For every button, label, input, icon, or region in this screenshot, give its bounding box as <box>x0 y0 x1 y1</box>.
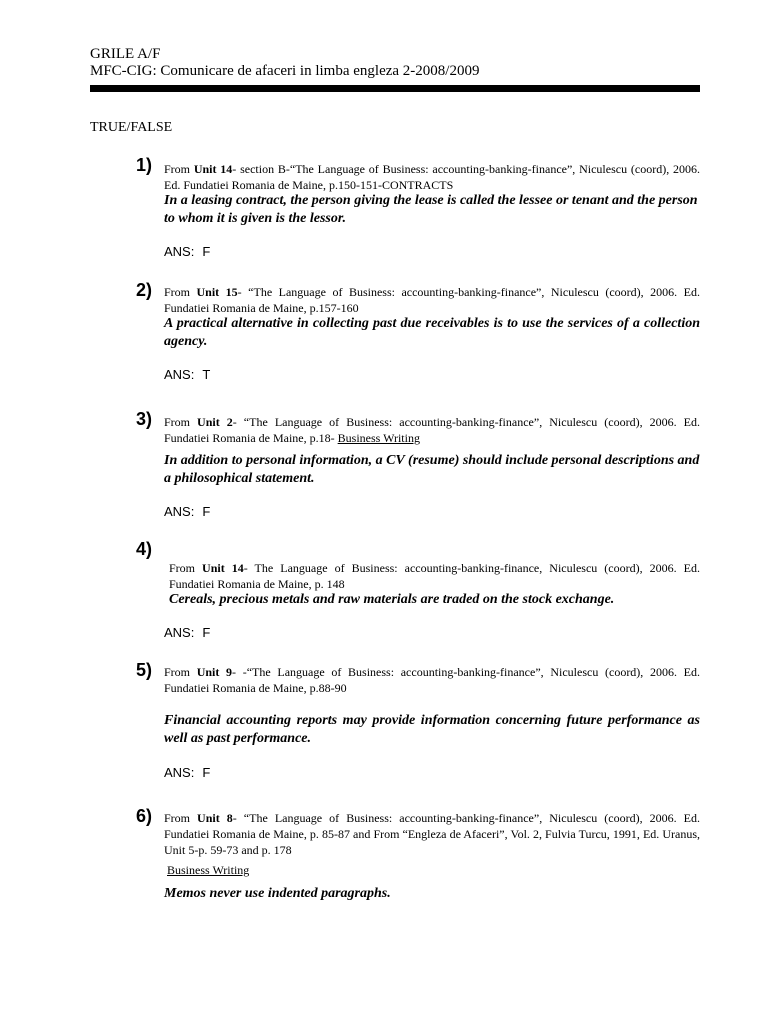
answer-label: ANS: <box>164 504 195 519</box>
answer-value: F <box>202 625 211 640</box>
answer <box>164 765 210 780</box>
source-prefix: From <box>169 561 203 575</box>
question-statement: Cereals, precious metals and raw materials are traded on the stock exchange. <box>169 592 615 607</box>
answer-value: F <box>202 504 211 519</box>
question-source <box>164 664 700 696</box>
source-text: - “The Language of Business: accounting-banking-finance”, Niculescu (coord), 2006. Ed. Fundatiei Romania de Maine, p. 85-87 and From “Engleza de Afaceri”, Vol. 2, Fulvia Turcu, 1991, Ed. Uranus, Unit 5-p. 59-73 and p. 178 <box>164 811 700 857</box>
source-prefix: From <box>164 162 194 176</box>
question-number: 1) <box>136 155 153 175</box>
source-text: - The Language of Business: accounting-banking-finance, Niculescu (coord), 2006. Ed. Fundatiei Romania de Maine, p. 148 <box>169 561 701 591</box>
question-source <box>164 414 700 446</box>
source-text: - section B-“The Language of Business: accounting-banking-finance”, Niculescu (coord), 2006. Ed. Fundatiei Romania de Maine, p.150-151-CONTRACTS <box>164 162 701 192</box>
source-unit: Unit 14 <box>193 162 233 176</box>
answer-label: ANS: <box>164 765 195 780</box>
header-course: MFC-CIG: Comunicare de afaceri in limba engleza 2-2008/2009 <box>90 63 480 79</box>
source-unit: Unit 14 <box>202 561 244 575</box>
question-number: 3) <box>136 409 153 429</box>
answer-value: T <box>202 367 211 382</box>
source-prefix: From <box>164 811 198 825</box>
answer <box>164 504 210 519</box>
answer <box>164 244 210 259</box>
source-unit: Unit 2 <box>197 415 233 429</box>
answer-label: ANS: <box>164 367 195 382</box>
source-prefix: From <box>164 285 197 299</box>
question-source <box>169 560 700 592</box>
source-prefix: From <box>164 415 198 429</box>
header-title: GRILE A/F <box>90 46 161 62</box>
source-unit: Unit 8 <box>197 811 233 825</box>
answer-value: F <box>202 244 211 259</box>
question-statement: In addition to personal information, a CV (resume) should include personal descriptions and a philosophical statement. <box>164 453 700 486</box>
document-header <box>90 46 479 80</box>
answer-label: ANS: <box>164 625 195 640</box>
question-source <box>164 161 700 193</box>
source-text: - “The Language of Business: accounting-banking-finance”, Niculescu (coord), 2006. Ed. Fundatiei Romania de Maine, p.157-160 <box>164 285 700 315</box>
question-source <box>164 284 700 316</box>
source-unit: Unit 15 <box>196 285 238 299</box>
header-rule <box>90 85 700 92</box>
question-number: 5) <box>136 660 153 680</box>
question-number: 4) <box>136 539 153 559</box>
question-statement: Memos never use indented paragraphs. <box>164 886 391 901</box>
source-text: - “The Language of Business: accounting-banking-finance”, Niculescu (coord), 2006. Ed. Fundatiei Romania de Maine, p.18- <box>164 415 700 445</box>
question-statement: A practical alternative in collecting past due receivables is to use the services of a collection agency. <box>164 316 700 349</box>
source-topic: Business Writing <box>337 431 420 445</box>
answer-value: F <box>202 765 211 780</box>
question-source <box>164 810 700 858</box>
question-statement: Financial accounting reports may provide information concerning future performance as well as past performance. <box>164 713 700 746</box>
question-statement: In a leasing contract, the person giving the lease is called the lessee or tenant and the person to whom it is given is the lessor. <box>164 193 698 226</box>
section-title: TRUE/FALSE <box>90 120 173 135</box>
section-tag: Business Writing <box>167 863 250 877</box>
question-number: 6) <box>136 806 153 826</box>
source-unit: Unit 9 <box>196 665 233 679</box>
source-prefix: From <box>164 665 197 679</box>
question-number: 2) <box>136 280 153 300</box>
source-text: - -“The Language of Business: accounting-banking-finance”, Niculescu (coord), 2006. Ed. Fundatiei Romania de Maine, p.88-90 <box>164 665 700 695</box>
answer <box>164 625 210 640</box>
answer-label: ANS: <box>164 244 195 259</box>
answer <box>164 367 210 382</box>
